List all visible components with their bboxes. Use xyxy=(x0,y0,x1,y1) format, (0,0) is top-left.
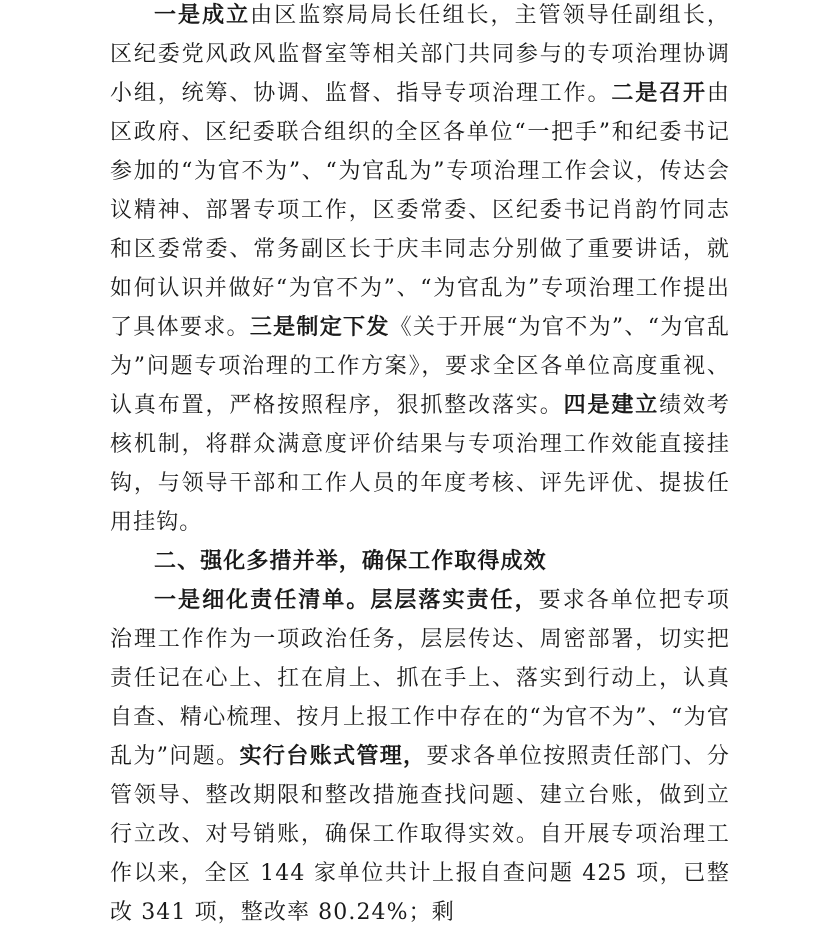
item-3-lead: 三是制定下发 xyxy=(249,314,390,340)
paragraph-measures xyxy=(110,0,730,542)
item-4-text: 绩效考核机制，将群众满意度评价结果与专项治理工作效能直接挂钩，与领导干部和工作人员的年度考核、评先评优、提拔任用挂钩。 xyxy=(110,393,731,535)
document-page xyxy=(110,0,731,925)
paragraph-responsibility xyxy=(110,581,730,932)
item-b-text: 要求各单位按照责任部门、分管领导、整改期限和整改措施查找问题、建立台账，做到立行立改、对号销账，确保工作取得实效。自开展专项治理工作以来，全区 144 家单位共计上报自查问题 425 项，已整改 341 项，整改率 80.24%；剩 xyxy=(110,744,730,925)
item-2-lead: 二是召开 xyxy=(611,80,707,106)
item-a-lead: 一是细化责任清单。层层落实责任， xyxy=(154,587,539,613)
item-3-text: 《关于开展“为官不为”、“为官乱为”问题专项治理的工作方案》，要求全区各单位高度重视、认真布置，严格按照程序，狠抓整改落实。 xyxy=(110,315,730,418)
item-2-text: 由区政府、区纪委联合组织的全区各单位“一把手”和纪委书记参加的“为官不为”、“为官乱为”专项治理工作会议，传达会议精神、部署专项工作，区委常委、区纪委书记肖韵竹同志和区委常委、常务副区长于庆丰同志分别做了重要讲话，就如何认识并做好“为官不为”、“为官乱为”专项治理工作提出了具体要求。 xyxy=(110,81,731,340)
section-heading-2: 二、强化多措并举，确保工作取得成效 xyxy=(154,549,547,574)
item-a-text: 要求各单位把专项治理工作作为一项政治任务，层层传达、周密部署，切实把责任记在心上、扛在肩上、抓在手上、落实到行动上，认真自查、精心梳理、按月上报工作中存在的“为官不为”、“为官乱为”问题。 xyxy=(110,588,730,769)
item-1-lead: 一是成立 xyxy=(154,2,251,28)
item-1-text: 由区监察局局长任组长，主管领导任副组长，区纪委党风政风监督室等相关部门共同参与的专项治理协调小组，统筹、协调、监督、指导专项治理工作。 xyxy=(110,3,730,106)
item-b-lead: 实行台账式管理， xyxy=(239,743,427,769)
item-4-lead: 四是建立 xyxy=(563,392,660,418)
